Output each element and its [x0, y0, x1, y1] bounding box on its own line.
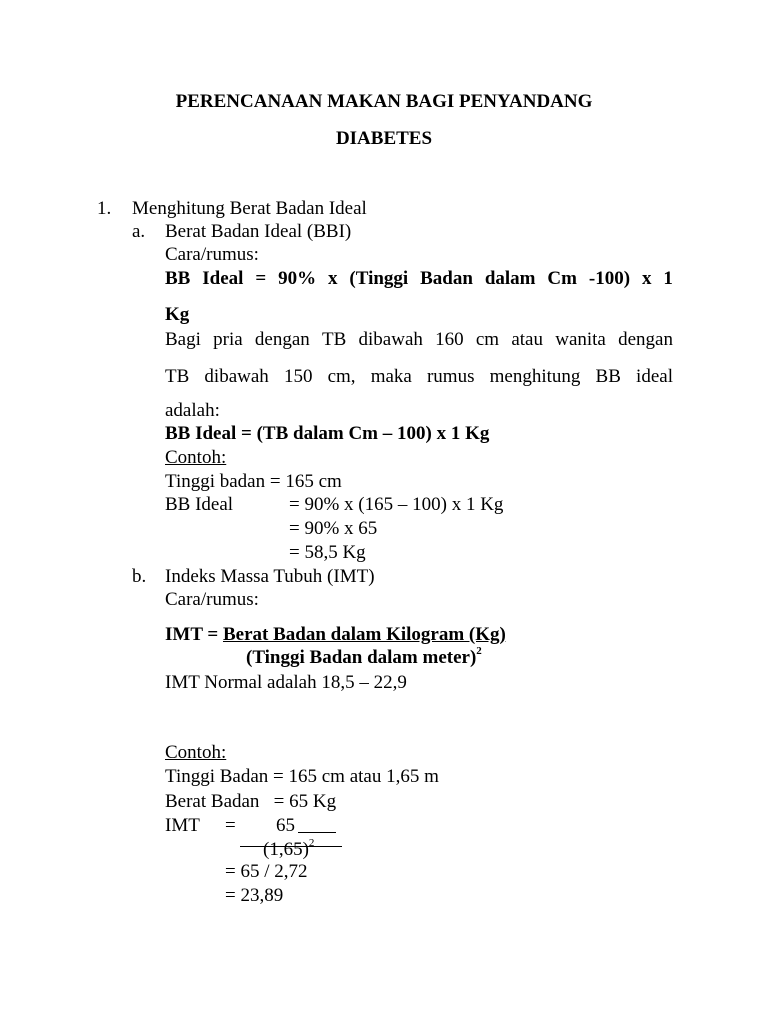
bbi-example-label: BB Ideal [165, 494, 234, 515]
imt-denominator-text: (Tinggi Badan dalam meter) [246, 647, 477, 668]
bbi-paragraph-word: maka [370, 366, 412, 387]
bbi-example-result: = 58,5 Kg [289, 542, 366, 563]
bbi-paragraph-word: dengan [254, 329, 310, 350]
imt-formula [165, 625, 506, 644]
bbi-paragraph-word: TB [165, 366, 190, 387]
subsection-b-heading: Indeks Massa Tubuh (IMT) [165, 566, 375, 587]
imt-cara-label: Cara/rumus: [165, 589, 259, 610]
subsection-a-heading: Berat Badan Ideal (BBI) [165, 221, 352, 242]
bbi-paragraph-word: dibawah [204, 366, 269, 387]
bbi-paragraph-word: dengan [618, 329, 673, 350]
bbi-formula-line1 [165, 268, 673, 290]
imt-example-denominator [263, 837, 315, 860]
bbi-formula-word: Ideal [202, 268, 244, 289]
bbi-formula-word: x [328, 268, 338, 289]
bbi-cara-label: Cara/rumus: [165, 244, 259, 265]
bbi-formula-word: Cm [547, 268, 577, 289]
bbi-paragraph-word: Bagi [165, 329, 201, 350]
bbi-paragraph-word: cm [475, 329, 500, 350]
bbi-formula-word: (Tinggi [349, 268, 409, 289]
bbi-formula-alt: BB Ideal = (TB dalam Cm – 100) x 1 Kg [165, 423, 490, 444]
subsection-b-letter: b. [132, 566, 147, 587]
section-heading: Menghitung Berat Badan Ideal [132, 198, 367, 219]
bbi-paragraph-word: TB [322, 329, 347, 350]
bbi-paragraph-word: atau [511, 329, 543, 350]
imt-example-height: Tinggi Badan = 165 cm atau 1,65 m [165, 766, 439, 787]
document-title-line1: PERENCANAAN MAKAN BAGI PENYANDANG [175, 91, 593, 112]
imt-example-result: = 23,89 [225, 885, 284, 906]
imt-example-denominator-text: (1,65) [263, 839, 309, 860]
bbi-formula-word: x [641, 268, 652, 289]
bbi-paragraph-word: menghitung [489, 366, 581, 387]
imt-example-equals: = [225, 815, 236, 836]
imt-contoh-label: Contoh: [165, 742, 227, 763]
bbi-formula-word: BB [165, 268, 191, 289]
imt-formula-numerator: Berat Badan dalam Kilogram (Kg) [222, 624, 506, 645]
imt-denominator-exponent: 2 [476, 645, 482, 657]
bbi-paragraph-line1 [165, 329, 673, 351]
bbi-paragraph-word: rumus [426, 366, 475, 387]
bbi-formula-word: dalam [484, 268, 536, 289]
bbi-paragraph-word: wanita [555, 329, 606, 350]
bbi-paragraph-line3: adalah: [165, 400, 220, 421]
bbi-paragraph-word: BB [595, 366, 621, 387]
bbi-formula-word: Badan [420, 268, 473, 289]
document-title-line2: DIABETES [335, 128, 433, 149]
bbi-formula-line2: Kg [165, 304, 190, 325]
bbi-contoh-label: Contoh: [165, 447, 227, 468]
bbi-formula-word: = [255, 268, 267, 289]
imt-example-numerator-underline [298, 832, 336, 833]
imt-example-weight: Berat Badan = 65 Kg [165, 791, 337, 812]
imt-formula-prefix: IMT = [165, 624, 223, 645]
bbi-paragraph-word: 160 [435, 329, 464, 350]
imt-formula-denominator [246, 645, 482, 668]
bbi-paragraph-word: cm, [327, 366, 356, 387]
imt-example-label: IMT [165, 815, 200, 836]
imt-normal-range: IMT Normal adalah 18,5 – 22,9 [165, 672, 407, 693]
bbi-example-step1: = 90% x (165 – 100) x 1 Kg [289, 494, 504, 515]
bbi-formula-word: -100) [588, 268, 631, 289]
bbi-example-height: Tinggi badan = 165 cm [165, 471, 342, 492]
bbi-paragraph-word: pria [213, 329, 243, 350]
bbi-paragraph-word: 150 [283, 366, 313, 387]
bbi-formula-word: 90% [278, 268, 317, 289]
bbi-paragraph-word: ideal [636, 366, 673, 387]
imt-example-denominator-exponent: 2 [308, 837, 315, 849]
subsection-a-letter: a. [132, 221, 146, 242]
imt-example-step: = 65 / 2,72 [225, 861, 308, 882]
bbi-example-step2: = 90% x 65 [289, 518, 378, 539]
section-number: 1. [97, 198, 112, 219]
bbi-paragraph-word: dibawah [358, 329, 423, 350]
bbi-formula-word: 1 [663, 268, 673, 289]
bbi-paragraph-line2 [165, 366, 673, 388]
imt-example-numerator: 65 [276, 815, 295, 836]
